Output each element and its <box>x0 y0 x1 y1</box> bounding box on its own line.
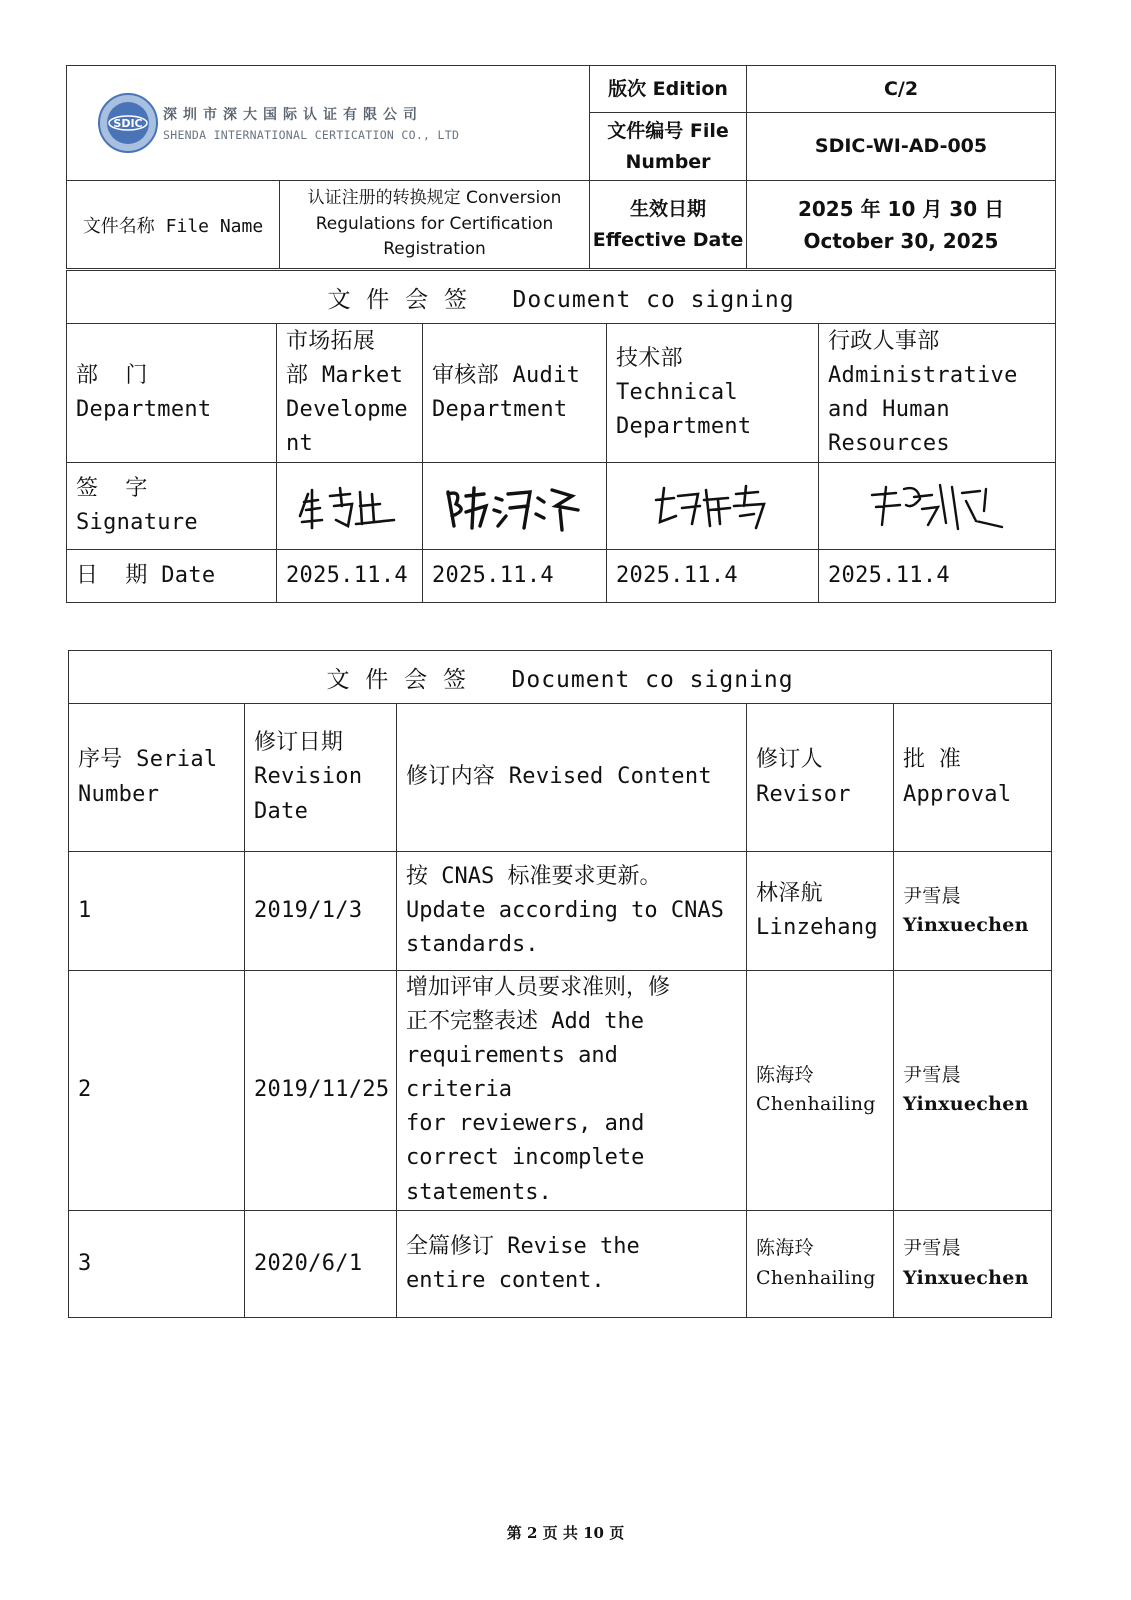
header-revision-date: 修订日期 Revision Date <box>245 704 397 852</box>
cosign-title: 文 件 会 签 Document co signing <box>67 271 1056 324</box>
company-logo-cell <box>67 66 590 181</box>
handwritten-signature-3 <box>648 476 778 536</box>
content-cell: 增加评审人员要求准则，修 正不完整表述 Add the requirements and criteria for reviewers, and correct incomplete statements. <box>397 971 747 1211</box>
content-cell: 按 CNAS 标准要求更新。 Update according to CNAS standards. <box>397 852 747 971</box>
edition-value: C/2 <box>747 66 1056 113</box>
company-name-zh: 深圳市深大国际认证有限公司 <box>163 107 423 123</box>
approval-cell: 尹雪晨 Yinxuechen <box>894 1210 1052 1317</box>
edition-label: 版次 Edition <box>590 66 747 113</box>
serial-cell: 1 <box>69 852 245 971</box>
date-label: 日 期 Date <box>67 550 277 603</box>
header-approval: 批 准 Approval <box>894 704 1052 852</box>
revision-table <box>68 650 1052 1318</box>
department-technical: 技术部 Technical Department <box>607 324 819 463</box>
signature-audit <box>423 463 607 550</box>
department-admin-hr: 行政人事部 Administrative and Human Resources <box>819 324 1056 463</box>
date-cell: 2019/1/3 <box>245 852 397 971</box>
revisor-cell: 陈海玲 Chenhailing <box>747 1210 894 1317</box>
svg-text:SDIC: SDIC <box>113 117 143 130</box>
serial-cell: 2 <box>69 971 245 1211</box>
effective-date-value: 2025 年 10 月 30 日 October 30, 2025 <box>747 181 1056 269</box>
signature-market <box>277 463 423 550</box>
department-market: 市场拓展 部 Market Developme nt <box>277 324 423 463</box>
header-content: 修订内容 Revised Content <box>397 704 747 852</box>
revisor-cell: 林泽航 Linzehang <box>747 852 894 971</box>
signature-technical <box>607 463 819 550</box>
table-row <box>69 852 1052 971</box>
header-revisor: 修订人 Revisor <box>747 704 894 852</box>
effective-date-label: 生效日期 Effective Date <box>590 181 747 269</box>
revisor-cell: 陈海玲 Chenhailing <box>747 971 894 1211</box>
company-name-en: SHENDA INTERNATIONAL CERTICATION CO., LTD <box>163 128 460 142</box>
department-label: 部 门 Department <box>67 324 277 463</box>
file-name-value: 认证注册的转换规定 Conversion Regulations for Certification Registration <box>280 181 590 269</box>
content-cell: 全篇修订 Revise the entire content. <box>397 1210 747 1317</box>
table-row <box>69 971 1052 1211</box>
page-number: 第 2 页 共 10 页 <box>506 1524 625 1542</box>
file-name-label: 文件名称 File Name <box>67 181 280 269</box>
date-admin-hr: 2025.11.4 <box>819 550 1056 603</box>
approval-cell: 尹雪晨 Yinxuechen <box>894 852 1052 971</box>
header-table <box>66 65 1056 269</box>
approval-cell: 尹雪晨 Yinxuechen <box>894 971 1052 1211</box>
company-logo-icon <box>97 92 159 154</box>
cosign-table <box>66 270 1056 603</box>
revision-title: 文 件 会 签 Document co signing <box>69 651 1052 704</box>
handwritten-signature-2 <box>440 476 590 536</box>
date-audit: 2025.11.4 <box>423 550 607 603</box>
file-number-value: SDIC-WI-AD-005 <box>747 113 1056 181</box>
signature-admin-hr <box>819 463 1056 550</box>
date-market: 2025.11.4 <box>277 550 423 603</box>
handwritten-signature-1 <box>290 476 410 536</box>
file-number-label: 文件编号 File Number <box>590 113 747 181</box>
serial-cell: 3 <box>69 1210 245 1317</box>
date-cell: 2019/11/25 <box>245 971 397 1211</box>
table-row <box>69 1210 1052 1317</box>
date-technical: 2025.11.4 <box>607 550 819 603</box>
signature-label: 签 字 Signature <box>67 463 277 550</box>
handwritten-signature-4 <box>862 475 1012 537</box>
date-cell: 2020/6/1 <box>245 1210 397 1317</box>
header-serial: 序号 Serial Number <box>69 704 245 852</box>
department-audit: 审核部 Audit Department <box>423 324 607 463</box>
